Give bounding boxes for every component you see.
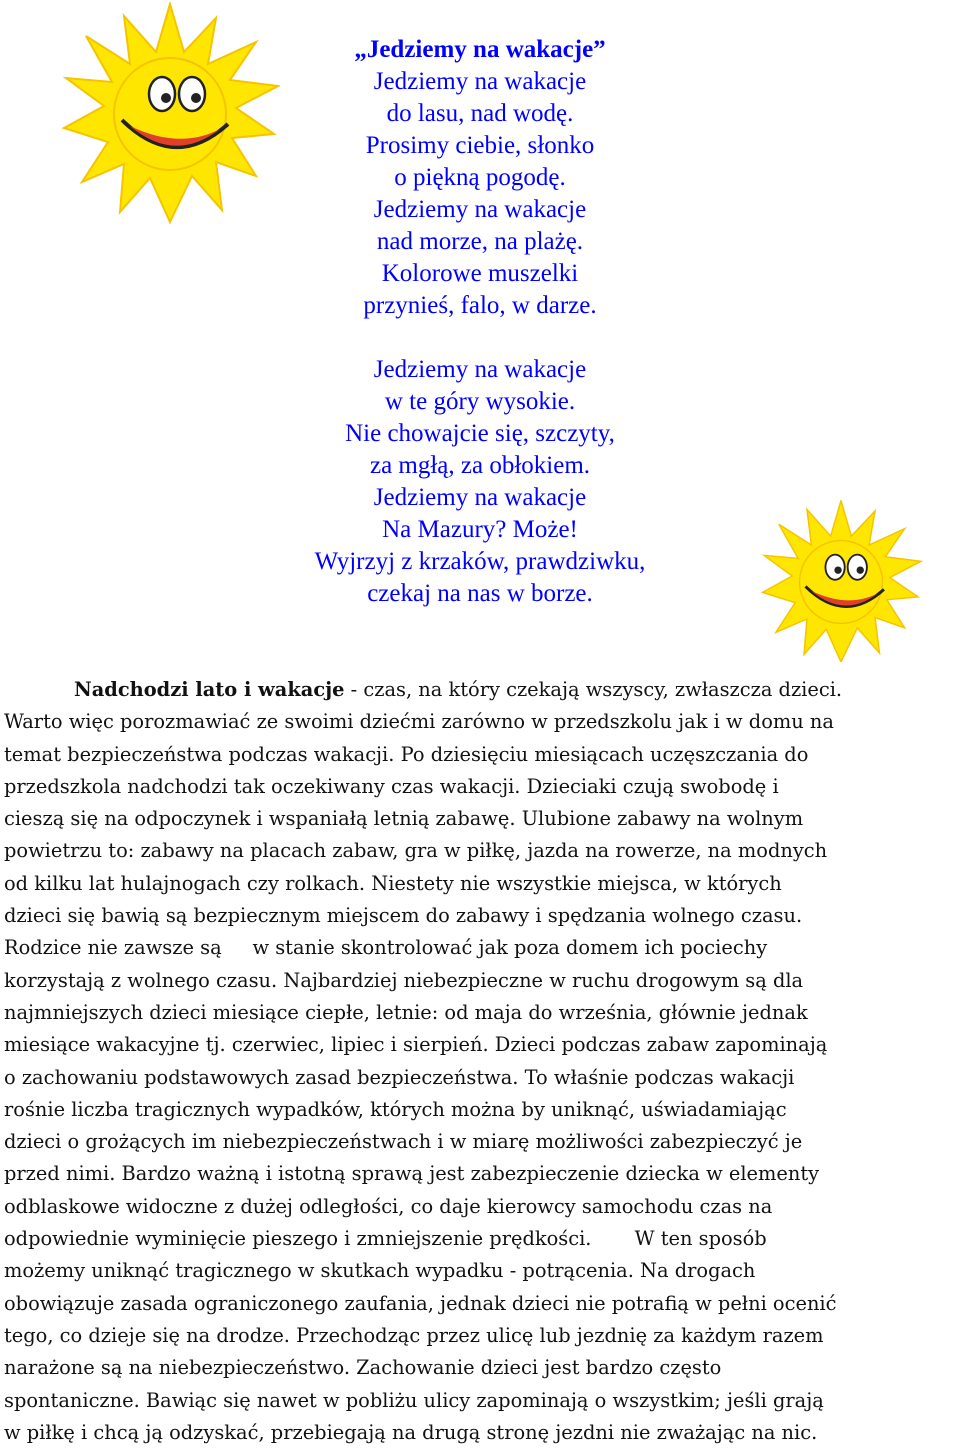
article-line: powietrzu to: zabawy na placach zabaw, gra w piłkę, jazda na rowerze, na modnych xyxy=(4,839,828,863)
poem-line: Prosimy ciebie, słonko xyxy=(365,132,595,159)
poem-line: Jedziemy na wakacje xyxy=(373,484,587,511)
article-line: możemy uniknąć tragicznego w skutkach wypadku - potrącenia. Na drogach xyxy=(4,1259,756,1283)
article-line: w piłkę i chcą ją odzyskać, przebiegają na drugą stronę jezdni nie zważając na nic. xyxy=(4,1420,818,1444)
poem-line: przynieś, falo, w darze. xyxy=(363,292,597,319)
poem-line: Na Mazury? Może! xyxy=(382,516,578,543)
poem-stanza-2 xyxy=(240,354,720,610)
poem-line: w te góry wysokie. xyxy=(384,388,576,415)
article-line: Warto więc porozmawiać ze swoimi dziećmi zarówno w przedszkolu jak i w domu na xyxy=(4,710,834,734)
article-line: narażone są na niebezpieczeństwo. Zachowanie dzieci jest bardzo często xyxy=(4,1356,722,1380)
article-line: przed nimi. Bardzo ważną i istotną sprawą jest zabezpieczenie dziecka w elementy xyxy=(4,1162,820,1186)
poem-line: Jedziemy na wakacje xyxy=(373,196,587,223)
article-line: przedszkola nadchodzi tak oczekiwany czas wakacji. Dzieciaki czują swobodę i xyxy=(4,774,779,798)
poem-stanza-1 xyxy=(240,66,720,322)
poem-line: Kolorowe muszelki xyxy=(381,260,579,287)
article-line: od kilku lat hulajnogach czy rolkach. Niestety nie wszystkie miejsca, w których xyxy=(4,871,782,895)
stanza-gap xyxy=(240,322,720,354)
poem-line: Nie chowajcie się, szczyty, xyxy=(345,420,615,447)
poem-line: o piękną pogodę. xyxy=(394,164,566,191)
article-lead xyxy=(4,674,956,706)
article-line: tego, co dzieje się na drodze. Przechodząc przez ulicę lub jezdnię za każdym razem xyxy=(4,1323,824,1347)
poem-line: Wyjrzyj z krzaków, prawdziwku, xyxy=(314,548,646,575)
article-line: miesiące wakacyjne tj. czerwiec, lipiec i sierpień. Dzieci podczas zabaw zapominają xyxy=(4,1033,828,1057)
article-line: Rodzice nie zawsze są w stanie skontrolować jak poza domem ich pociechy xyxy=(4,936,768,960)
article-line: temat bezpieczeństwa podczas wakacji. Po dziesięciu miesiącach uczęszczania do xyxy=(4,742,809,766)
article-line: spontaniczne. Bawiąc się nawet w pobliżu ulicy zapominają o wszystkim; jeśli grają xyxy=(4,1388,824,1412)
smiling-sun-icon xyxy=(752,500,930,662)
article-lead-rest: - czas, na który czekają wszyscy, zwłaszcza dzieci. xyxy=(344,678,843,701)
poem-line: Jedziemy na wakacje xyxy=(373,68,587,95)
poem-line: nad morze, na plażę. xyxy=(376,228,584,255)
poem xyxy=(240,34,720,610)
article-line: dzieci się bawią są bezpiecznym miejscem do zabawy i spędzania wolnego czasu. xyxy=(4,904,803,928)
poem-line: Jedziemy na wakacje xyxy=(373,356,587,383)
article-line: dzieci o grożących im niebezpieczeństwach i w miarę możliwości zabezpieczyć je xyxy=(4,1130,803,1154)
article-body xyxy=(4,674,956,1449)
article-line: odpowiednie wyminięcie pieszego i zmniejszenie prędkości. W ten sposób xyxy=(4,1227,767,1251)
poem-title: „Jedziemy na wakacje” xyxy=(354,36,606,63)
article-line: cieszą się na odpoczynek i wspaniałą letnią zabawę. Ulubione zabawy na wolnym xyxy=(4,807,804,831)
article-line: rośnie liczba tragicznych wypadków, których można by uniknąć, uświadamiając xyxy=(4,1097,787,1121)
article-line: korzystają z wolnego czasu. Najbardziej niebezpieczne w ruchu drogowym są dla xyxy=(4,968,804,992)
poem-line: czekaj na nas w borze. xyxy=(367,580,593,607)
article-line: odblaskowe widoczne z dużej odległości, co daje kierowcy samochodu czas na xyxy=(4,1194,773,1218)
article-line: o zachowaniu podstawowych zasad bezpieczeństwa. To właśnie podczas wakacji xyxy=(4,1065,795,1089)
article-line: najmniejszych dzieci miesiące ciepłe, letnie: od maja do września, głównie jednak xyxy=(4,1000,808,1024)
article-lead-bold: Nadchodzi lato i wakacje xyxy=(74,678,345,701)
article-line: obowiązuje zasada ograniczonego zaufania, jednak dzieci nie potrafią w pełni ocenić xyxy=(4,1291,837,1315)
poem-line: do lasu, nad wodę. xyxy=(386,100,574,127)
poem-line: za mgłą, za obłokiem. xyxy=(369,452,591,479)
